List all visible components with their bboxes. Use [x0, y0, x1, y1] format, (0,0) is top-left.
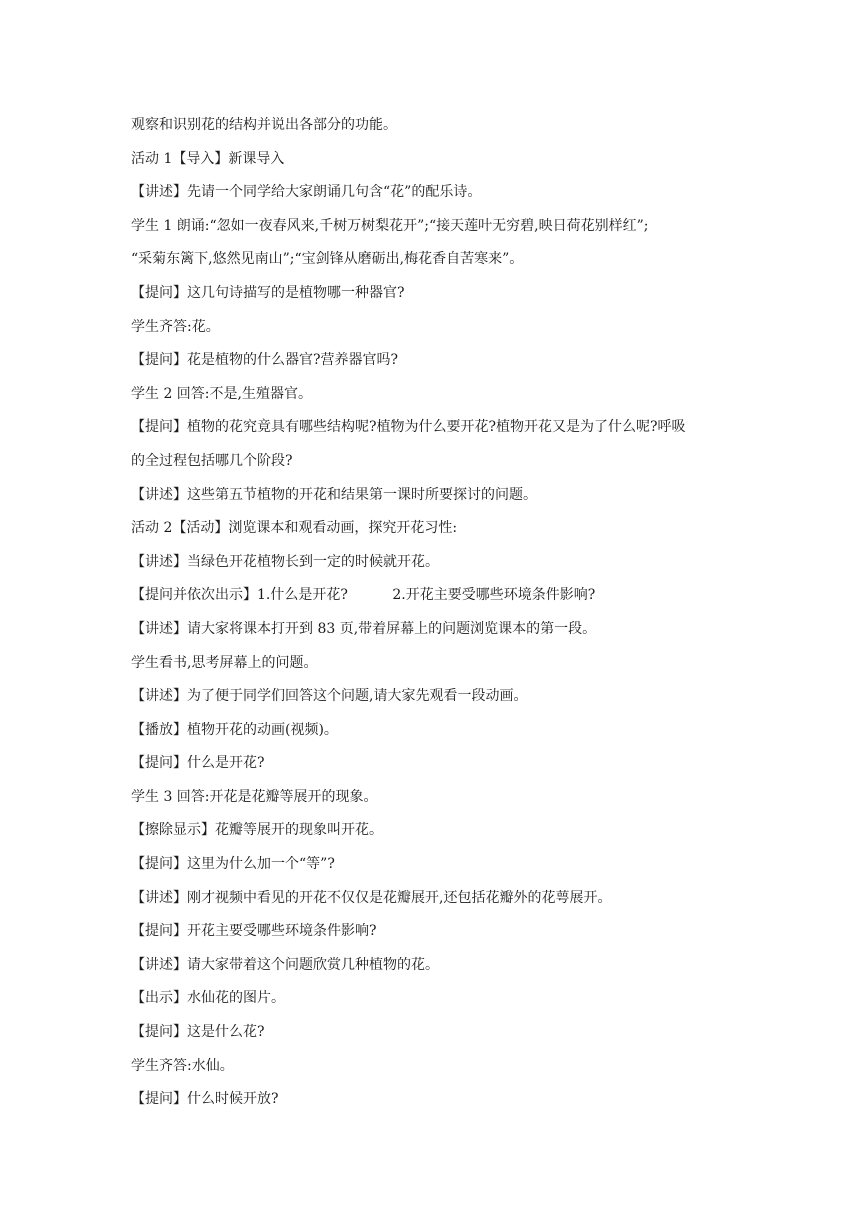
- text-line-student-answer: 学生 2 回答:不是,生殖器官。: [131, 385, 312, 402]
- text-line-question: 【提问】花是植物的什么器官?营养器官吗?: [131, 352, 399, 369]
- document-body: [131, 109, 735, 1117]
- text-line-question-display: 【提问并依次出示】1.什么是开花? 2.开花主要受哪些环境条件影响?: [131, 587, 596, 604]
- text-line-question: 【提问】这里为什么加一个“等”?: [131, 856, 335, 873]
- text-line-learning-goal: 观察和识别花的结构并说出各部分的功能。: [131, 117, 397, 133]
- text-line-narration: 【讲述】请大家带着这个问题欣赏几种植物的花。: [131, 956, 439, 973]
- text-line-question: 【提问】什么是开花?: [131, 755, 265, 772]
- text-line-erase-display: 【擦除显示】花瓣等展开的现象叫开花。: [131, 822, 383, 839]
- text-line-narration: 【讲述】为了便于同学们回答这个问题,请大家先观看一段动画。: [131, 688, 528, 705]
- text-line-question: 【提问】这几句诗描写的是植物哪一种器官?: [131, 284, 405, 301]
- text-line-question-cont: 的全过程包括哪几个阶段?: [131, 452, 293, 469]
- text-line-student-answer: 学生齐答:花。: [131, 318, 220, 335]
- text-line-narration: 【讲述】请大家将课本打开到 83 页,带着屏幕上的问题浏览课本的第一段。: [131, 620, 597, 637]
- text-line-narration: 【讲述】当绿色开花植物长到一定的时候就开花。: [131, 553, 439, 570]
- text-line-student-answer: 学生齐答:水仙。: [131, 1057, 234, 1074]
- text-line-student-action: 学生看书,思考屏幕上的问题。: [131, 654, 318, 671]
- text-line-student-recitation: 学生 1 朗诵:“忽如一夜春风来,千树万树梨花开”;“接天莲叶无穷碧,映日荷花别样红”;: [131, 217, 649, 234]
- text-line-student-recitation-cont: “采菊东篱下,悠然见南山”;“宝剑锋从磨砺出,梅花香自苦寒来”。: [131, 251, 524, 268]
- text-line-narration: 【讲述】刚才视频中看见的开花不仅仅是花瓣展开,还包括花瓣外的花萼展开。: [131, 889, 612, 906]
- text-line-show-picture: 【出示】水仙花的图片。: [131, 990, 285, 1007]
- text-line-question: 【提问】什么时候开放?: [131, 1091, 279, 1108]
- text-line-activity-1-heading: 活动 1【导入】新课导入: [131, 150, 285, 167]
- text-line-activity-2-heading: 活动 2【活动】浏览课本和观看动画，探究开花习性:: [131, 520, 458, 537]
- text-line-narration: 【讲述】先请一个同学给大家朗诵几句含“花”的配乐诗。: [131, 184, 482, 201]
- text-line-question: 【提问】这是什么花?: [131, 1024, 265, 1041]
- text-line-question: 【提问】植物的花究竟具有哪些结构呢?植物为什么要开花?植物开花又是为了什么呢?呼吸: [131, 419, 686, 436]
- text-line-play-video: 【播放】植物开花的动画(视频)。: [131, 721, 338, 738]
- text-line-question: 【提问】开花主要受哪些环境条件影响?: [131, 923, 377, 940]
- text-line-narration: 【讲述】这些第五节植物的开花和结果第一课时所要探讨的问题。: [131, 486, 537, 503]
- text-line-student-answer: 学生 3 回答:开花是花瓣等展开的现象。: [131, 788, 378, 805]
